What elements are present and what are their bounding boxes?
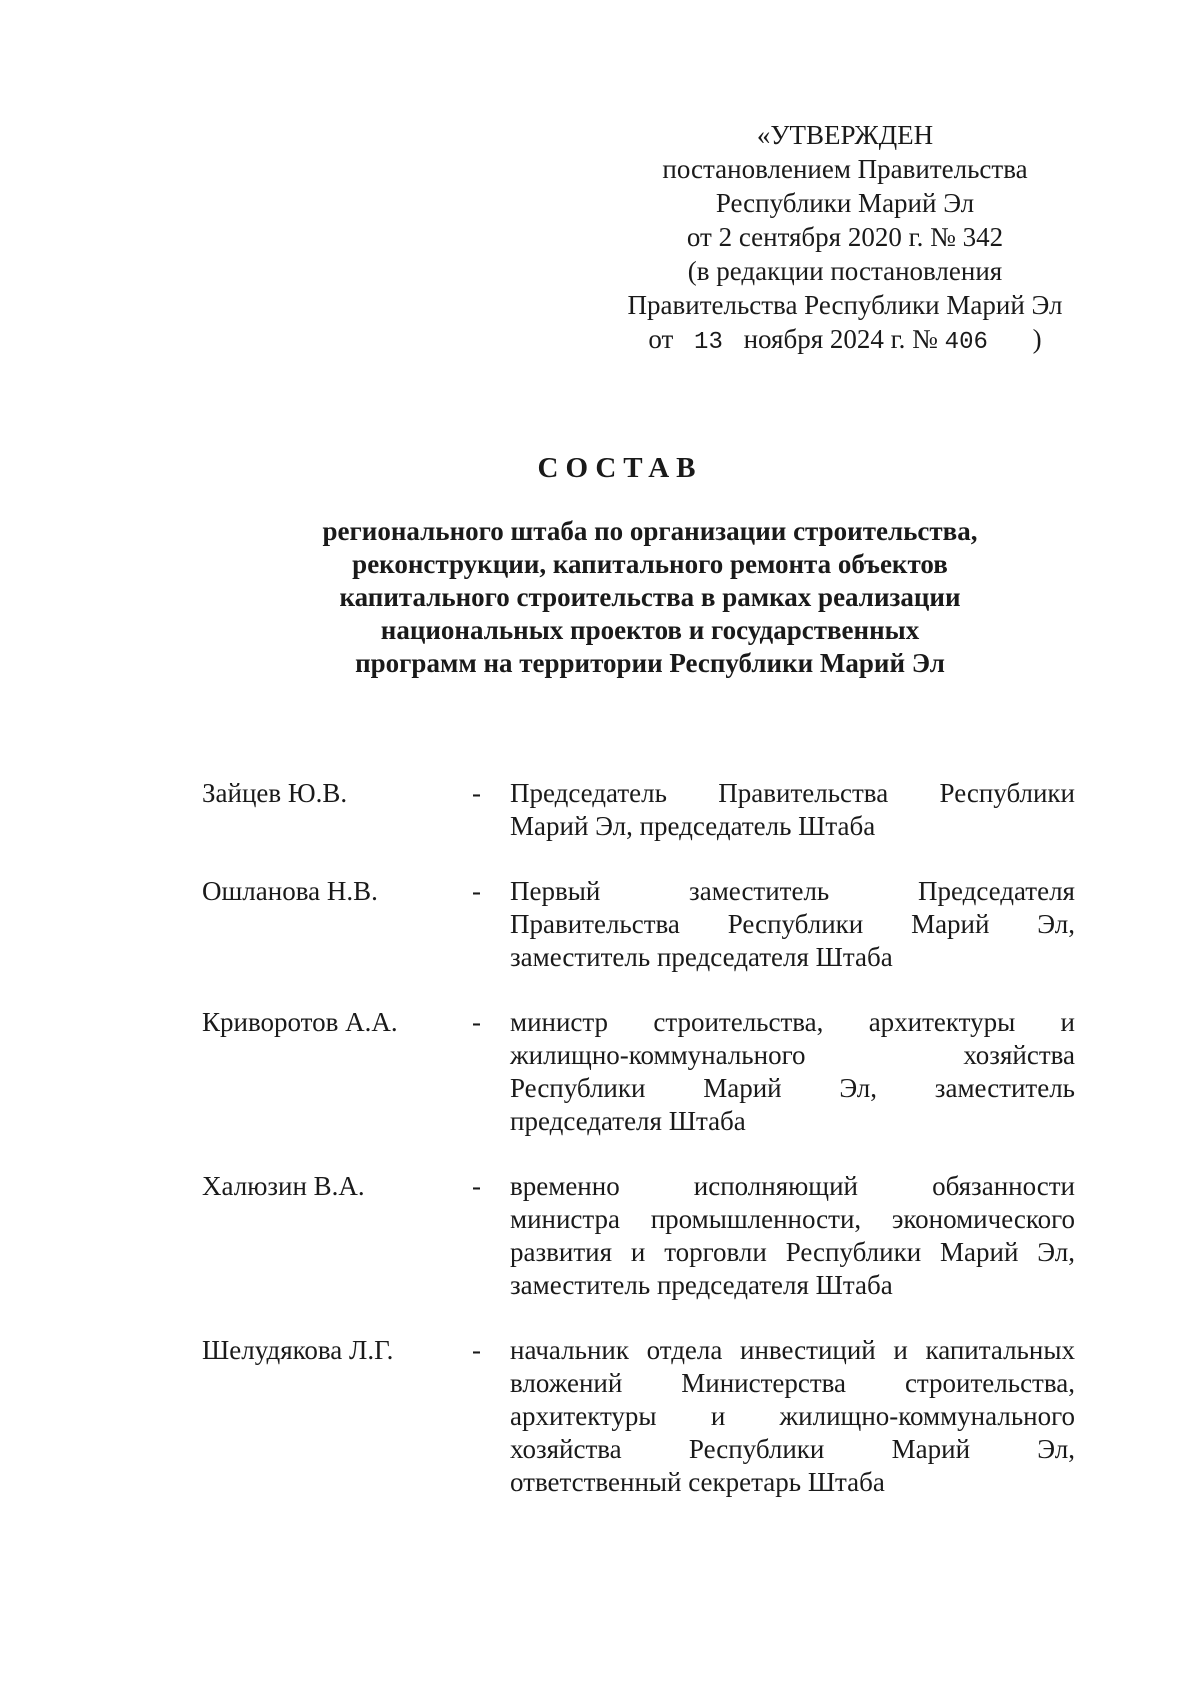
member-role-line (510, 908, 1075, 941)
member-role-word: и (1060, 1007, 1075, 1037)
members-list (0, 777, 1200, 1531)
member-role-word: заместитель (689, 876, 830, 906)
member-name: Ошланова Н.В. (202, 876, 378, 906)
member-role-word: инвестиций (740, 1335, 876, 1365)
member-dash: - (472, 1007, 481, 1037)
member-role-word: Республики (785, 1237, 922, 1267)
member-role-word: отдела (646, 1335, 723, 1365)
member-role-word: Эл, (1037, 1237, 1075, 1267)
member-role-word: архитектуры (868, 1007, 1016, 1037)
member-role-line (510, 875, 1075, 908)
subtitle-line: регионального штаба по организации строительства, (322, 516, 978, 546)
member-entry (0, 1006, 1200, 1138)
member-role-word: Марий (911, 909, 990, 939)
approval-line-3: Республики Марий Эл (715, 188, 975, 218)
member-role-line: Марий Эл, председатель Штаба (510, 811, 876, 841)
member-name: Зайцев Ю.В. (202, 778, 348, 808)
member-entry (0, 1334, 1200, 1499)
member-role-word: строительства, (653, 1007, 824, 1037)
member-role-word: Правительства (510, 909, 680, 939)
member-dash: - (472, 1335, 481, 1365)
member-role-line (510, 1039, 1075, 1072)
approval-day: 13 (694, 329, 723, 356)
member-role-word: Марий (940, 1237, 1019, 1267)
member-role-line: заместитель председателя Штаба (510, 1270, 893, 1300)
member-role-line: председателя Штаба (510, 1106, 746, 1136)
member-dash: - (472, 1171, 481, 1201)
member-role-word: строительства, (904, 1368, 1075, 1398)
member-role-word: Председателя (917, 876, 1075, 906)
member-role-word: хозяйства (963, 1040, 1075, 1070)
member-role-word: исполняющий (693, 1171, 858, 1201)
member-role-word: жилищно-коммунального (510, 1040, 806, 1070)
member-name: Криворотов А.А. (202, 1007, 398, 1037)
subtitle-line: национальных проектов и государственных (380, 615, 920, 645)
subtitle-line: реконструкции, капитального ремонта объектов (352, 549, 948, 579)
member-role-line (510, 1334, 1075, 1367)
approval-line-5: (в редакции постановления (687, 256, 1003, 286)
member-name: Халюзин В.А. (202, 1171, 365, 1201)
member-role-line (510, 1433, 1075, 1466)
member-role-line (510, 1170, 1075, 1203)
member-name: Шелудякова Л.Г. (202, 1335, 394, 1365)
member-role-line (510, 1072, 1075, 1105)
member-role-line: ответственный секретарь Штаба (510, 1467, 885, 1497)
member-role-word: министр (510, 1007, 609, 1037)
member-role-word: Председатель (510, 778, 667, 808)
member-role-line (510, 1236, 1075, 1269)
document-title: СОСТАВ (537, 452, 703, 484)
approval-line-7 (600, 322, 1090, 360)
member-entry (0, 777, 1200, 843)
member-role-word: министра (510, 1204, 621, 1234)
member-role-line (510, 1006, 1075, 1039)
document-subtitle (300, 515, 1000, 680)
member-role-word: временно (510, 1171, 620, 1201)
member-role-word: промышленности, (650, 1204, 862, 1234)
member-role-word: вложений (510, 1368, 623, 1398)
member-role-line (510, 1400, 1075, 1433)
member-role-word: торговли (664, 1237, 767, 1267)
subtitle-line: программ на территории Республики Марий Эл (355, 648, 945, 678)
approval-line-1: «УТВЕРЖДЕН (756, 120, 934, 150)
member-role-word: Эл, (839, 1073, 878, 1103)
member-role-word: начальник (510, 1335, 629, 1365)
member-role-word: капитальных (925, 1335, 1075, 1365)
member-role-word: Правительства (718, 778, 889, 808)
subtitle-line: капитального строительства в рамках реализации (339, 582, 961, 612)
member-role (510, 1006, 1075, 1138)
approval-date-prefix: от (648, 324, 674, 354)
member-role-line (510, 777, 1075, 810)
approval-date-middle: ноября 2024 г. № (743, 324, 938, 354)
member-role (510, 777, 1075, 843)
member-role-word: Эл, (1037, 1434, 1075, 1464)
member-role (510, 1334, 1075, 1499)
member-role-word: заместитель (934, 1073, 1075, 1103)
member-role-word: обязанности (932, 1171, 1075, 1201)
member-role-word: архитектуры (510, 1401, 657, 1431)
member-role-word: Республики (688, 1434, 825, 1464)
approval-close-paren: ) (1032, 324, 1042, 354)
approval-line-6: Правительства Республики Марий Эл (627, 290, 1063, 320)
member-role-word: Эл, (1037, 909, 1075, 939)
member-role-word: жилищно-коммунального (779, 1401, 1075, 1431)
approval-line-2: постановлением Правительства (662, 154, 1028, 184)
member-role-word: и (630, 1237, 646, 1267)
member-dash: - (472, 778, 481, 808)
member-role-word: Первый (510, 876, 601, 906)
member-role-word: Марий (891, 1434, 971, 1464)
member-entry (0, 875, 1200, 974)
member-dash: - (472, 876, 481, 906)
member-role-word: Республики (727, 909, 864, 939)
member-role-word: Марий (703, 1073, 782, 1103)
approval-stamp-block (600, 118, 1090, 360)
member-role-word: и (893, 1335, 908, 1365)
member-role-word: развития (510, 1237, 613, 1267)
member-role-line (510, 1367, 1075, 1400)
member-role-word: Министерства (681, 1368, 847, 1398)
member-role-word: хозяйства (510, 1434, 622, 1464)
member-entry (0, 1170, 1200, 1302)
member-role-word: и (710, 1401, 726, 1431)
member-role (510, 875, 1075, 974)
approval-number: 406 (944, 329, 988, 356)
member-role-word: экономического (891, 1204, 1075, 1234)
approval-line-4: от 2 сентября 2020 г. № 342 (686, 222, 1004, 252)
member-role-line: заместитель председателя Штаба (510, 942, 893, 972)
member-role-word: Республики (510, 1073, 646, 1103)
member-role (510, 1170, 1075, 1302)
member-role-word: Республики (939, 778, 1075, 808)
member-role-line (510, 1203, 1075, 1236)
